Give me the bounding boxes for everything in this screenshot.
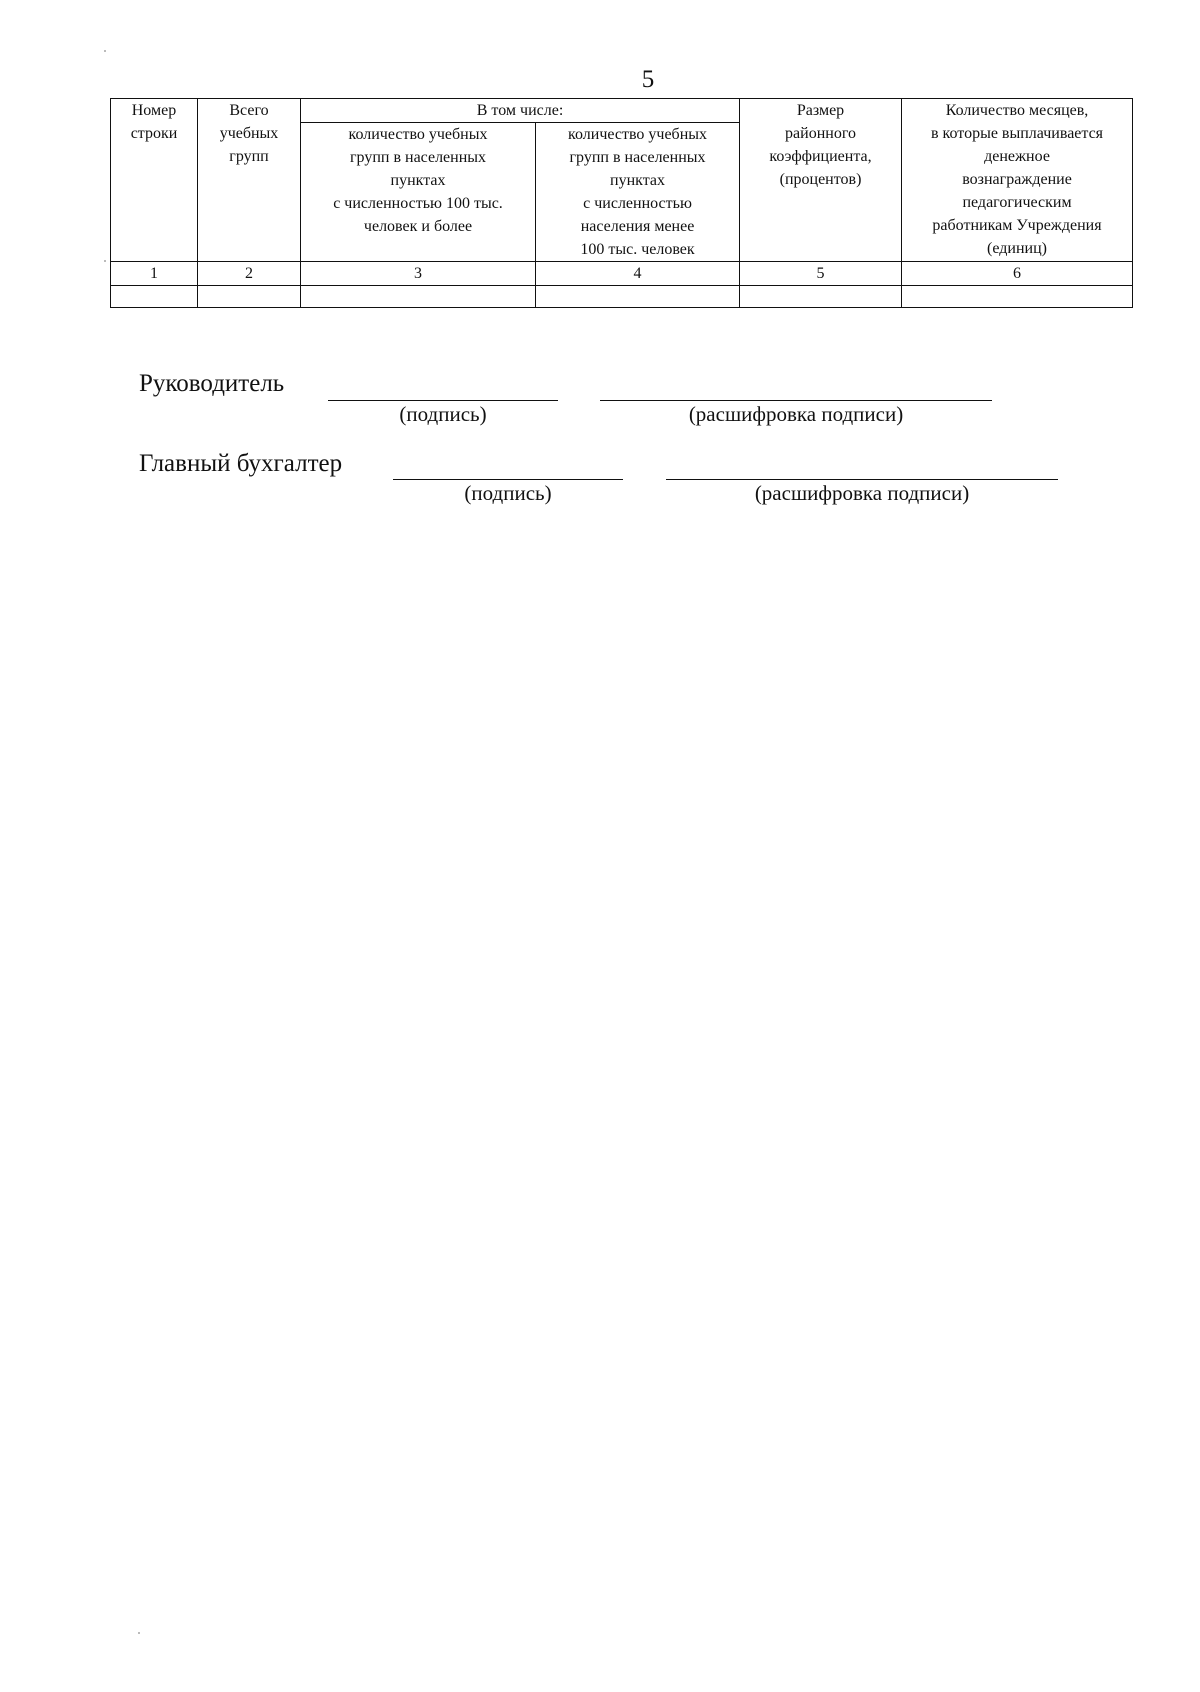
column-number: 1 [111, 262, 198, 286]
column-number: 5 [740, 262, 902, 286]
column-numbers-row [111, 262, 1133, 286]
head-decoding-line [600, 400, 992, 401]
page-number: 5 [641, 66, 655, 93]
head-signature-line [328, 400, 558, 401]
header-months: Количество месяцев, в которые выплачивается денежное вознаграждение педагогическим работникам Учреждения (единиц) [902, 99, 1133, 262]
column-number: 4 [536, 262, 740, 286]
column-number: 3 [301, 262, 536, 286]
data-table [110, 98, 1133, 308]
header-row-number: Номер строки [111, 99, 198, 262]
header-groups-large-settlements: количество учебных групп в населенных пунктах с численностью 100 тыс. человек и более [301, 123, 536, 262]
head-decoding-caption: (расшифровка подписи) [688, 402, 904, 426]
column-number: 6 [902, 262, 1133, 286]
header-coefficient: Размер районного коэффициента, (процентов) [740, 99, 902, 262]
table-cell [198, 286, 301, 308]
head-label: Руководитель [139, 370, 285, 397]
table-cell [536, 286, 740, 308]
header-total-groups: Всего учебных групп [198, 99, 301, 262]
head-signature-caption: (подпись) [399, 402, 487, 426]
table-cell [902, 286, 1133, 308]
chief-accountant-label: Главный бухгалтер [139, 450, 343, 477]
scan-speck [104, 260, 106, 262]
accountant-decoding-line [666, 479, 1058, 480]
accountant-signature-line [393, 479, 623, 480]
scan-speck [138, 1632, 140, 1634]
column-number: 2 [198, 262, 301, 286]
table-row [111, 286, 1133, 308]
accountant-decoding-caption: (расшифровка подписи) [754, 481, 970, 505]
header-groups-small-settlements: количество учебных групп в населенных пунктах с численностью населения менее 100 тыс. человек [536, 123, 740, 262]
scan-speck [104, 50, 106, 52]
table-cell [301, 286, 536, 308]
table-cell [111, 286, 198, 308]
header-including: В том числе: [301, 99, 740, 123]
accountant-signature-caption: (подпись) [464, 481, 552, 505]
table-cell [740, 286, 902, 308]
